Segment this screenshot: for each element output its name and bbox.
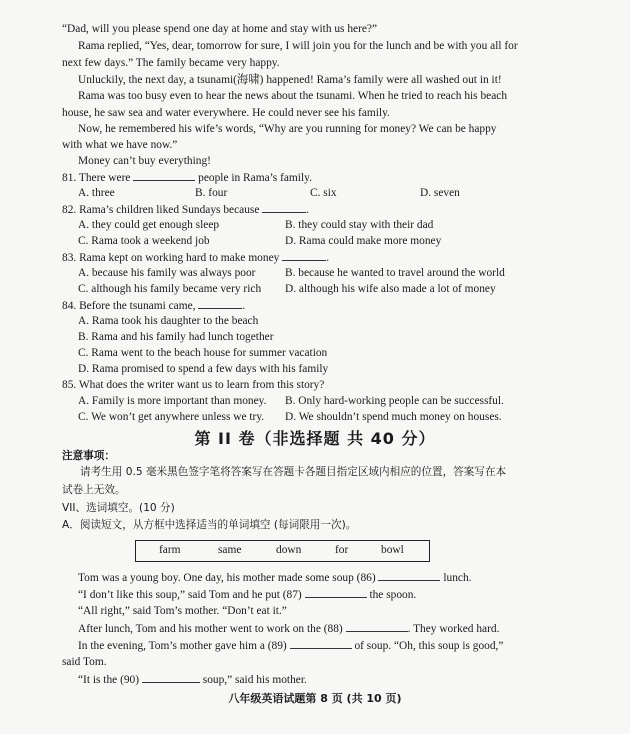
question-stem: 84. Before the tsunami came, — [62, 300, 196, 312]
answer-blank-87 — [305, 587, 367, 598]
question-85 — [62, 378, 324, 392]
story-line: next few days.” The family became very happy. — [62, 57, 280, 69]
option-b: B. they could stay with their dad — [285, 219, 434, 231]
option-d: D. seven — [420, 187, 460, 199]
answer-blank-90 — [142, 672, 200, 683]
passage-text: In the evening, Tom’s mother gave him a (89) — [78, 640, 287, 652]
question-81 — [62, 170, 312, 185]
answer-blank-89 — [290, 638, 352, 649]
passage-line — [78, 570, 472, 585]
passage-text: the spoon. — [369, 589, 417, 601]
notice-line: 试卷上无效。 — [62, 484, 126, 496]
passage-line — [78, 621, 499, 636]
option-a: A. Family is more important than money. — [78, 395, 267, 407]
word-box-item: for — [335, 544, 349, 556]
part-instruction: A．阅读短文，从方框中选择适当的单词填空 (每词限用一次)。 — [62, 519, 357, 531]
question-stem: . — [242, 300, 246, 312]
passage-text: “It is the (90) — [78, 674, 140, 686]
question-stem: people in Rama’s family. — [198, 172, 312, 184]
question-stem: . — [306, 204, 310, 216]
option-a: A. Rama took his daughter to the beach — [78, 315, 259, 327]
option-a: A. three — [78, 187, 115, 199]
question-stem: 83. Rama kept on working hard to make money — [62, 252, 280, 264]
answer-blank — [262, 202, 306, 213]
page-footer: 八年级英语试题第 8 页 (共 10 页) — [228, 692, 402, 705]
word-box-item: bowl — [381, 544, 404, 556]
notice-heading: 注意事项： — [62, 450, 115, 462]
passage-line — [78, 672, 307, 687]
question-stem: . — [326, 252, 330, 264]
story-line: Now, he remembered his wife’s words, “Why are you running for money? We can be happy — [78, 123, 497, 135]
story-line: house, he saw sea and water everywhere. He could never see his family. — [62, 107, 390, 119]
answer-blank — [198, 298, 242, 309]
question-stem: 82. Rama’s children liked Sundays because — [62, 204, 260, 216]
notice-line: 请考生用 0.5 毫米黑色签字笔将答案写在答题卡各题目指定区域内相应的位置，答案写在本 — [80, 466, 507, 478]
story-line: Money can’t buy everything! — [78, 155, 211, 167]
section-title: 第 II 卷（非选择题 共 40 分） — [194, 429, 436, 448]
story-line: Rama was too busy even to hear the news about the tsunami. When he tried to reach his beach — [78, 90, 508, 102]
passage-text: After lunch, Tom and his mother went to work on the (88) — [78, 623, 343, 635]
word-box-item: down — [276, 544, 302, 556]
word-box-item: same — [218, 544, 242, 556]
story-line: “Dad, will you please spend one day at home and stay with us here?” — [62, 23, 378, 35]
question-84 — [62, 298, 245, 313]
word-box — [135, 540, 430, 562]
passage-text: . They worked hard. — [407, 623, 500, 635]
option-d: D. although his wife also made a lot of money — [285, 283, 496, 295]
word-box-item: farm — [159, 544, 181, 556]
option-c: C. Rama went to the beach house for summer vacation — [78, 347, 328, 359]
part-heading: VII、选词填空。(10 分) — [62, 502, 175, 514]
story-line: Unluckily, the next day, a tsunami(海啸) happened! Rama’s family were all washed out in it! — [78, 74, 502, 86]
story-line: Rama replied, “Yes, dear, tomorrow for sure, I will join you for the lunch and be with you all for — [78, 40, 518, 52]
option-a: A. because his family was always poor — [78, 267, 256, 279]
passage-text: Tom was a young boy. One day, his mother made some soup (86) — [78, 572, 376, 584]
question-stem: 85. What does the writer want us to learn from this story? — [62, 379, 325, 391]
passage-line: “All right,” said Tom’s mother. “Don’t eat it.” — [78, 605, 287, 617]
passage-line: said Tom. — [62, 656, 107, 668]
option-c: C. Rama took a weekend job — [78, 235, 210, 247]
answer-blank — [282, 250, 326, 261]
answer-blank-88 — [346, 621, 408, 632]
passage-line — [78, 638, 503, 653]
option-c: C. six — [310, 187, 337, 199]
question-stem: 81. There were — [62, 172, 131, 184]
passage-line — [78, 587, 416, 602]
option-b: B. Rama and his family had lunch together — [78, 331, 274, 343]
answer-blank — [133, 170, 195, 181]
story-line: with what we have now.” — [62, 139, 178, 151]
option-d: D. Rama promised to spend a few days with his family — [78, 363, 329, 375]
option-d: D. We shouldn’t spend much money on houses. — [285, 411, 502, 423]
passage-text: lunch. — [443, 572, 472, 584]
passage-text: soup,” said his mother. — [202, 674, 307, 686]
option-c: C. although his family became very rich — [78, 283, 262, 295]
option-b: B. four — [195, 187, 228, 199]
passage-text: “I don’t like this soup,” said Tom and he put (87) — [78, 589, 302, 601]
option-b: B. because he wanted to travel around the world — [285, 267, 505, 279]
passage-text: of soup. “Oh, this soup is good,” — [354, 640, 504, 652]
option-a: A. they could get enough sleep — [78, 219, 220, 231]
answer-blank-86 — [378, 570, 440, 581]
option-d: D. Rama could make more money — [285, 235, 442, 247]
option-b: B. Only hard-working people can be successful. — [285, 395, 504, 407]
question-82 — [62, 202, 309, 217]
option-c: C. We won’t get anywhere unless we try. — [78, 411, 265, 423]
question-83 — [62, 250, 329, 265]
